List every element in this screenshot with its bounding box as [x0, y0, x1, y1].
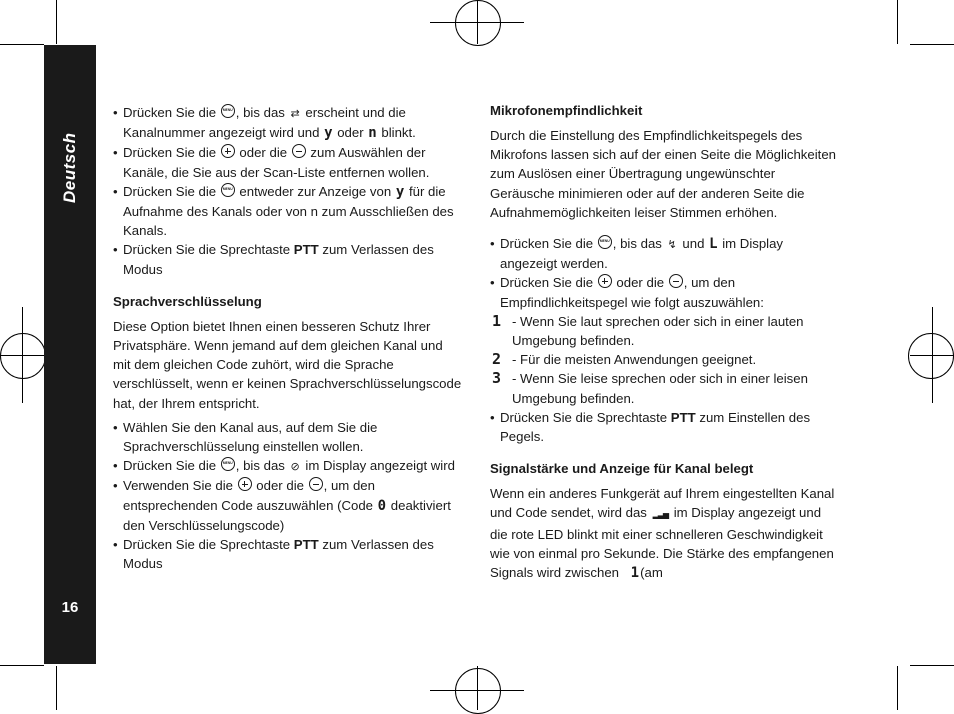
zero-display-icon: 0	[377, 497, 387, 514]
page-number: 16	[61, 599, 79, 616]
y-display-icon: y	[324, 125, 333, 142]
list-item: • Drücken Sie die Sprechtaste PTT zum Einstellen des Pegels.	[490, 408, 840, 446]
list-item: • Drücken Sie die MENU, bis das ⊘ im Display angezeigt wird	[113, 456, 463, 476]
section-intro: Durch die Einstellung des Empfindlichkeitspegels des Mikrofons lassen sich auf der einen Seite die Möglichkeiten zum Auslösen einer Übertragung ungewünschter Geräusche minimieren oder auf der anderen Seite die Aufnahmemöglichkeiten leiser Stimmen erhöhen.	[490, 128, 836, 220]
crop-mark	[56, 0, 57, 44]
menu-button-icon	[221, 457, 235, 471]
registration-mark	[932, 307, 933, 403]
ptt-label: PTT	[293, 537, 319, 553]
registration-mark	[455, 0, 501, 46]
section-heading: Signalstärke und Anzeige für Kanal belegt	[490, 461, 754, 477]
level-number: 3	[492, 369, 502, 388]
y-display-icon: y	[395, 183, 405, 200]
level-item: 2 - Für die meisten Anwendungen geeignet.	[492, 350, 757, 369]
scan-bullet-list	[113, 103, 463, 279]
plus-button-icon	[238, 477, 252, 491]
left-column	[113, 103, 463, 586]
vox-icon: ↯	[667, 238, 677, 252]
section-intro: Diese Option bietet Ihnen einen besseren Schutz Ihrer Privatsphäre. Wenn jemand auf dem gleichen Kanal und mit dem gleichen Code zuhört, wird die Sprache verschlüsselt, wenn er keinen Sprachverschlüsselungscode hat, der Ihrem entspricht.	[113, 318, 462, 411]
list-item: • Drücken Sie die MENU, bis das ↯ und L im Display angezeigt werden.	[490, 234, 840, 273]
list-item: • Drücken Sie die MENU, bis das ⇄ erscheint und die Kanalnummer angezeigt wird und y oder n blinkt.	[113, 103, 463, 143]
crop-mark	[0, 44, 44, 45]
registration-mark	[908, 333, 954, 379]
level-list	[490, 312, 840, 408]
language-label: Deutsch	[60, 132, 79, 203]
scan-icon: ⇄	[290, 107, 300, 120]
minus-button-icon	[669, 274, 683, 288]
crop-mark	[897, 0, 898, 44]
level-item: 1 - Wenn Sie laut sprechen oder sich in einer lauten Umgebung befinden.	[492, 311, 804, 349]
menu-button-icon	[221, 183, 235, 197]
section-heading: Mikrofonempfindlichkeit	[490, 103, 643, 118]
list-item: • Wählen Sie den Kanal aus, auf dem Sie die Sprachverschlüsselung einstellen wollen.	[113, 418, 463, 456]
registration-mark	[477, 0, 478, 44]
l-display-icon: L	[709, 236, 718, 253]
right-column	[490, 101, 840, 588]
mic-bullet-list-end	[490, 408, 840, 446]
ptt-label: PTT	[293, 242, 319, 258]
plus-button-icon	[598, 274, 612, 288]
registration-mark	[477, 666, 478, 710]
list-item: • Drücken Sie die MENU entweder zur Anzeige von y für die Aufnahme des Kanals oder von n zum Ausschließen des Kanals.	[113, 182, 463, 241]
minus-button-icon	[292, 144, 306, 158]
crop-mark	[56, 666, 57, 710]
signal-strength-icon: ▂▃▅	[652, 510, 669, 520]
mic-bullet-list	[490, 234, 840, 312]
crop-mark	[0, 665, 44, 666]
list-item: • Verwenden Sie die oder die , um den entsprechenden Code auszuwählen (Code 0 deaktiviert den Verschlüsselungscode)	[113, 476, 463, 535]
n-display-icon: n	[368, 125, 377, 142]
level-item: 3 - Wenn Sie leise sprechen oder sich in einer leisen Umgebung befinden.	[492, 369, 808, 406]
ptt-label: PTT	[670, 409, 696, 425]
level-number: 2	[492, 350, 502, 369]
section-heading: Sprachverschlüsselung	[113, 293, 262, 309]
minus-button-icon	[309, 477, 323, 491]
level-number: 1	[492, 311, 502, 330]
crop-mark	[897, 666, 898, 710]
registration-mark	[22, 307, 23, 403]
list-item: • Drücken Sie die Sprechtaste PTT zum Verlassen des Modus	[113, 240, 463, 278]
scramble-bullet-list	[113, 418, 463, 574]
list-item: • Drücken Sie die oder die , um den Empfindlichkeitspegel wie folgt auszuwählen:	[490, 273, 840, 311]
one-display-icon: 1	[630, 565, 640, 582]
list-item: • Drücken Sie die oder die zum Auswählen der Kanäle, die Sie aus der Scan-Liste entfernen wollen.	[113, 143, 463, 181]
menu-button-icon	[598, 235, 612, 249]
registration-mark	[0, 333, 46, 379]
list-item: • Drücken Sie die Sprechtaste PTT zum Verlassen des Modus	[113, 535, 463, 573]
menu-button-icon	[221, 104, 235, 118]
crop-mark	[910, 665, 954, 666]
scramble-icon: ⊘	[290, 460, 300, 474]
section-body: Wenn ein anderes Funkgerät auf Ihrem eingestellten Kanal und Code sendet, wird das ▂▃▅ im Display angezeigt und die rote LED blinkt mit einer schnelleren Geschwindigkeit wie von einmal pro Sekunde. Die Stärke des empfangenen Signals wird zwischen 1(am	[490, 484, 840, 583]
registration-mark	[455, 668, 501, 714]
crop-mark	[910, 44, 954, 45]
plus-button-icon	[221, 144, 235, 158]
